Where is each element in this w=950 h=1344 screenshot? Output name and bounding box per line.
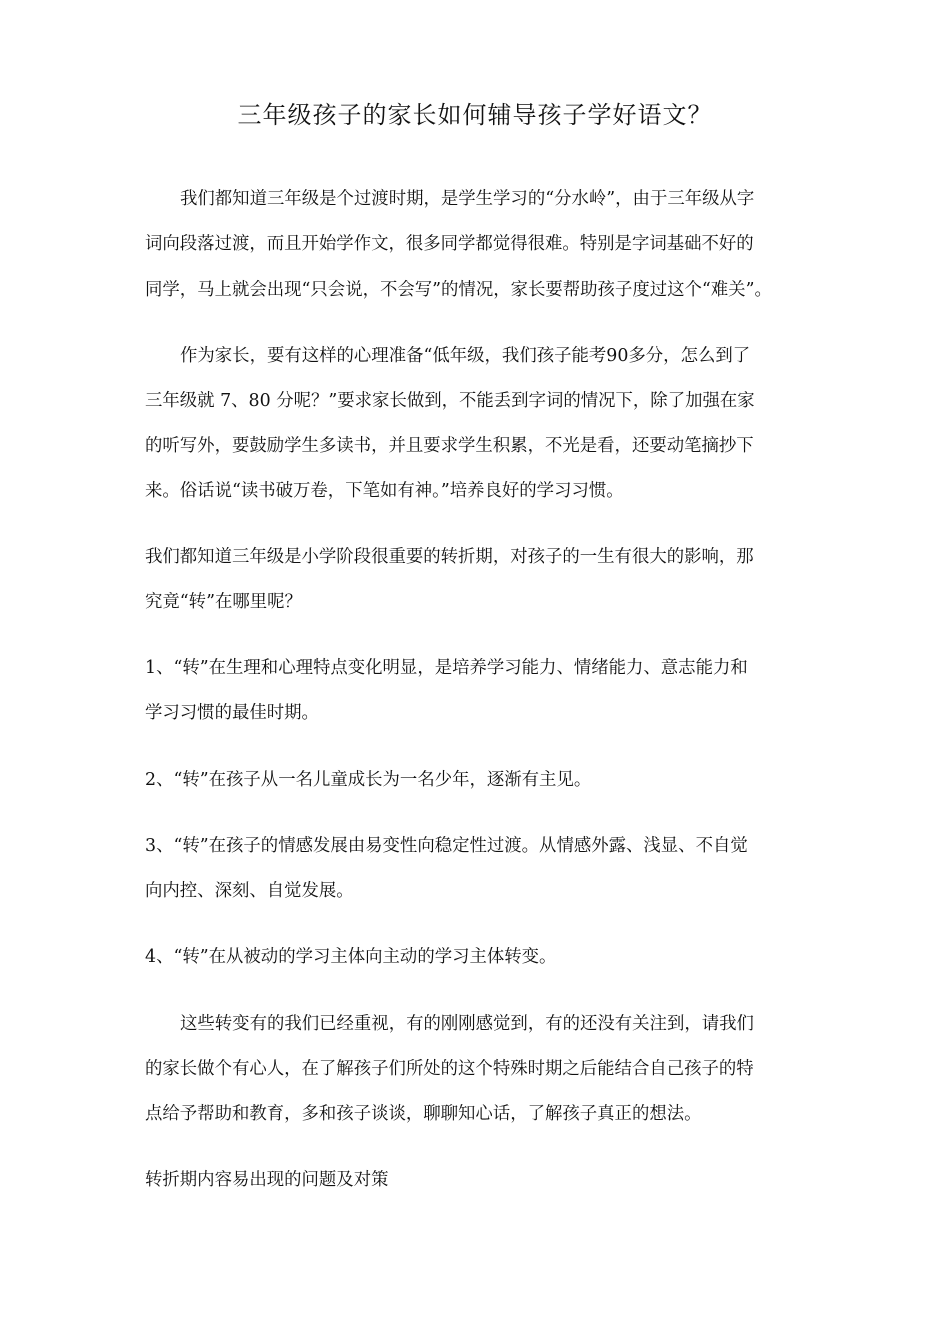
paragraph-4-line-1: 这些转变有的我们已经重视，有的刚刚感觉到，有的还没有关注到，请我们 xyxy=(180,1014,754,1034)
list-item-4: 4、“转”在从被动的学习主体向主动的学习主体转变。 xyxy=(145,947,557,967)
list-item-1-line-1: 1、“转”在生理和心理特点变化明显，是培养学习能力、情绪能力、意志能力和 xyxy=(145,658,748,678)
section-heading: 转折期内容易出现的问题及对策 xyxy=(145,1170,389,1190)
list-item-3-line-1: 3、“转”在孩子的情感发展由易变性向稳定性过渡。从情感外露、浅显、不自觉 xyxy=(145,836,748,856)
paragraph-1-line-3: 同学，马上就会出现“只会说，不会写”的情况，家长要帮助孩子度过这个“难关”。 xyxy=(145,280,772,300)
paragraph-2-line-3: 的听写外，要鼓励学生多读书，并且要求学生积累，不光是看，还要动笔摘抄下 xyxy=(145,436,754,456)
paragraph-2-line-2: 三年级就 7、80 分呢？”要求家长做到，不能丢到字词的情况下，除了加强在家 xyxy=(145,391,755,411)
list-item-3-line-2: 向内控、深刻、自觉发展。 xyxy=(145,881,354,901)
paragraph-2-line-4: 来。俗话说“读书破万卷，下笔如有神。”培养良好的学习习惯。 xyxy=(145,481,624,501)
document-title: 三年级孩子的家长如何辅导孩子学好语文？ xyxy=(237,101,713,129)
paragraph-1-line-2: 词向段落过渡，而且开始学作文，很多同学都觉得很难。特别是字词基础不好的 xyxy=(145,234,754,254)
paragraph-4-line-3: 点给予帮助和教育，多和孩子谈谈，聊聊知心话，了解孩子真正的想法。 xyxy=(145,1104,702,1124)
list-item-2: 2、“转”在孩子从一名儿童成长为一名少年，逐渐有主见。 xyxy=(145,770,592,790)
list-item-1-line-2: 学习习惯的最佳时期。 xyxy=(145,703,319,723)
paragraph-3-line-2: 究竟“转”在哪里呢？ xyxy=(145,592,302,612)
paragraph-2-line-1: 作为家长，要有这样的心理准备“低年级，我们孩子能考90多分，怎么到了 xyxy=(180,346,751,366)
paragraph-4-line-2: 的家长做个有心人，在了解孩子们所处的这个特殊时期之后能结合自己孩子的特 xyxy=(145,1059,754,1079)
paragraph-1-line-1: 我们都知道三年级是个过渡时期，是学生学习的“分水岭”，由于三年级从字 xyxy=(180,189,755,209)
paragraph-3-line-1: 我们都知道三年级是小学阶段很重要的转折期，对孩子的一生有很大的影响，那 xyxy=(145,547,754,567)
